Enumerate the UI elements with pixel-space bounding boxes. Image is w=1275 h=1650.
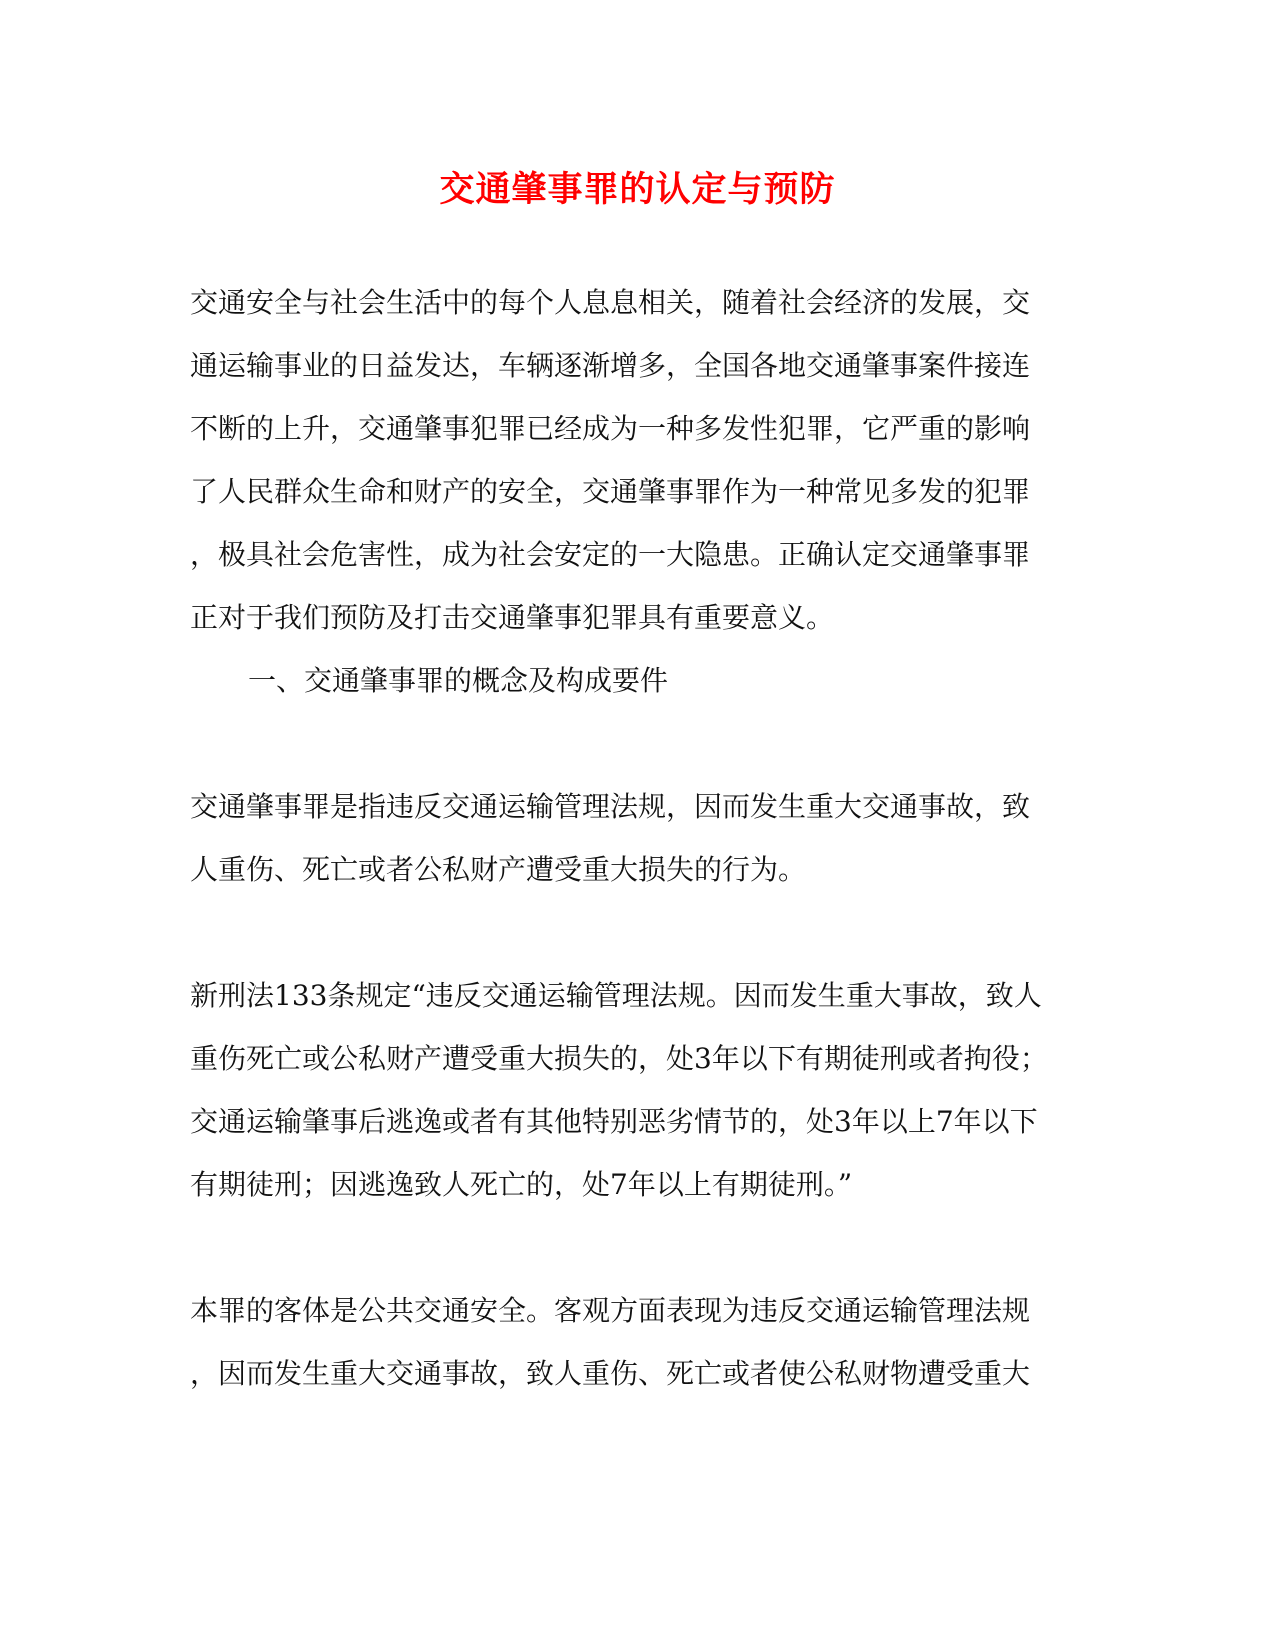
paragraph-spacer [190,724,1090,787]
paragraph-definition [190,787,1090,913]
paragraph-line: 新刑法133条规定“违反交通运输管理法规。因而发生重大事故，致人 [190,979,1042,1012]
paragraph-law-article [190,976,1090,1228]
paragraph-line: ，因而发生重大交通事故，致人重伤、死亡或者使公私财物遭受重大 [190,1357,1031,1390]
paragraph-line: 本罪的客体是公共交通安全。客观方面表现为违反交通运输管理法规 [190,1294,1031,1327]
paragraph-line: 通运输事业的日益发达，车辆逐渐增多，全国各地交通肇事案件接连 [190,349,1031,382]
section-heading: 一、交通肇事罪的概念及构成要件 [248,664,669,697]
paragraph-line: 人重伤、死亡或者公私财产遭受重大损失的行为。 [190,853,807,886]
paragraph-line: 有期徒刑；因逃逸致人死亡的，处7年以上有期徒刑。” [190,1168,853,1201]
document-title: 交通肇事罪的认定与预防 [439,169,836,210]
paragraph-line: 正对于我们预防及打击交通肇事犯罪具有重要意义。 [190,601,835,634]
paragraph-line: ，极具社会危害性，成为社会安定的一大隐患。正确认定交通肇事罪 [190,538,1031,571]
paragraph-line: 交通运输肇事后逃逸或者有其他特别恶劣情节的，处3年以上7年以下 [190,1105,1038,1138]
paragraph-intro [190,283,1090,661]
paragraph-line: 重伤死亡或公私财产遭受重大损失的，处3年以下有期徒刑或者拘役； [190,1042,1048,1075]
paragraph-line: 交通肇事罪是指违反交通运输管理法规，因而发生重大交通事故，致 [190,790,1031,823]
paragraph-line: 了人民群众生命和财产的安全，交通肇事罪作为一种常见多发的犯罪 [190,475,1031,508]
paragraph-spacer [190,913,1090,976]
paragraph-spacer [190,1228,1090,1291]
paragraph-crime-elements [190,1291,1090,1417]
paragraph-line: 不断的上升，交通肇事犯罪已经成为一种多发性犯罪，它严重的影响 [190,412,1031,445]
paragraph-line: 交通安全与社会生活中的每个人息息相关，随着社会经济的发展，交 [190,286,1031,319]
document-body [190,283,1090,1417]
